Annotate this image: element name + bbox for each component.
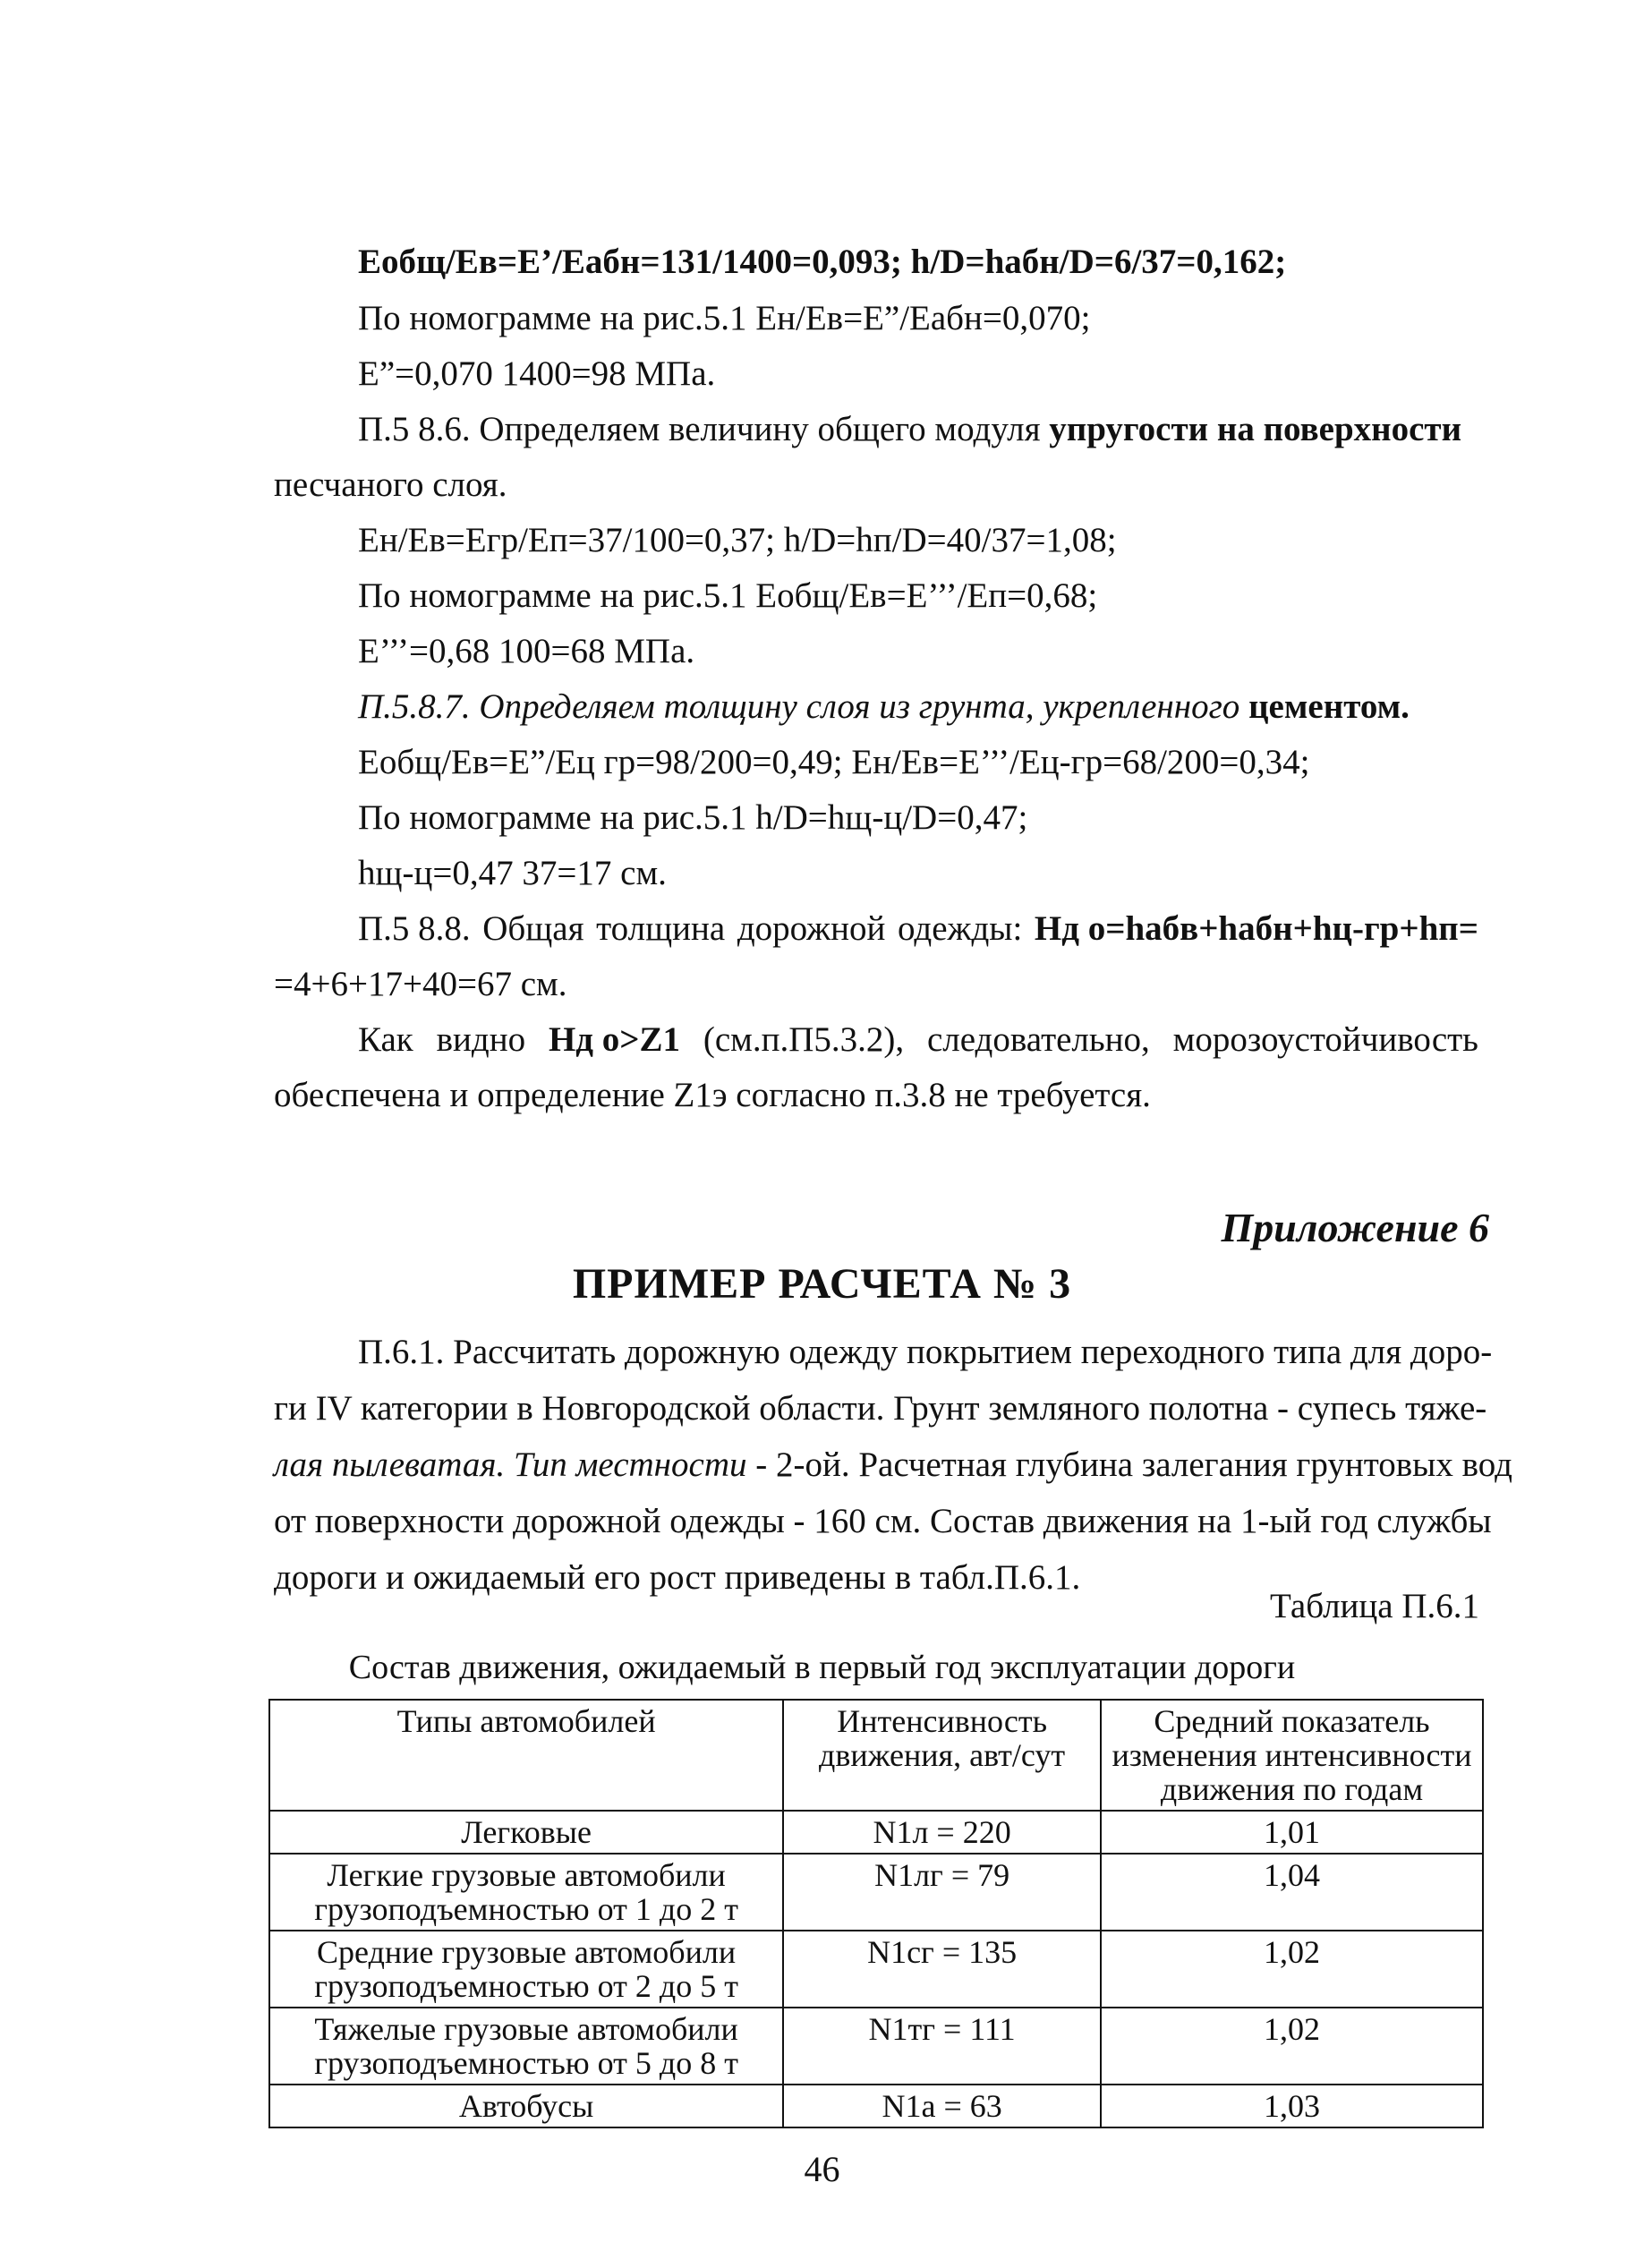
word: видно: [436, 1020, 526, 1059]
header-intensity: Интенсивность движения, авт/сут: [783, 1700, 1101, 1811]
cell-growth: 1,03: [1101, 2085, 1483, 2127]
table-row: [269, 1854, 1483, 1931]
text-line: обеспечена и определение Z1э согласно п.3.8 не требуется.: [274, 1076, 1151, 1114]
text-line: E’’’=0,68 100=68 МПа.: [358, 632, 695, 670]
word: следовательно,: [926, 1020, 1150, 1059]
intro-line: от поверхности дорожной одежды - 160 см. Состав движения на 1-ый год службы: [274, 1502, 1492, 1540]
formula-word: Hд о=hабв+hабн+hц-гр+hп=: [1034, 909, 1478, 948]
text-line: По номограмме на рис.5.1 Eн/Eв=E”/Eабн=0,070;: [358, 299, 1091, 337]
bold-fragment: упругости на поверхности: [1049, 410, 1462, 448]
cell-growth: 1,02: [1101, 1931, 1483, 2008]
cell-intensity: N1лг = 79: [783, 1854, 1101, 1931]
cell-vehicle-type: Тяжелые грузовые автомобили грузоподъемностью от 5 до 8 т: [269, 2008, 783, 2085]
formula-part: Eобщ/Eв=E’/Eабн=131/1400=0,093;: [358, 243, 911, 281]
text-line: =4+6+17+40=67 см.: [274, 965, 567, 1003]
word: П.5 8.8.: [358, 909, 471, 948]
paragraph-5-8-8: [358, 908, 1478, 950]
cell-growth: 1,04: [1101, 1854, 1483, 1931]
italic-fragment: Тип местности: [514, 1445, 747, 1484]
intro-line: П.6.1. Рассчитать дорожную одежду покрытием переходного типа для доро-: [358, 1333, 1493, 1371]
cell-growth: 1,02: [1101, 2008, 1483, 2085]
word: морозоустойчивость: [1172, 1020, 1478, 1059]
cell-vehicle-type: Средние грузовые автомобили грузоподъемностью от 2 до 5 т: [269, 1931, 783, 2008]
bold-fragment: цементом.: [1248, 687, 1410, 726]
cell-intensity: N1а = 63: [783, 2085, 1101, 2127]
table-caption: Состав движения, ожидаемый в первый год эксплуатации дороги: [348, 1649, 1296, 1686]
cell-vehicle-type: Легковые: [269, 1811, 783, 1854]
text-line: По номограмме на рис.5.1 h/D=hщ-ц/D=0,47;: [358, 798, 1028, 837]
formula-result: 0,162;: [1196, 243, 1287, 281]
word: Общая: [482, 909, 584, 948]
header-growth: Средний показатель изменения интенсивности движения по годам: [1101, 1700, 1483, 1811]
formula-line-modulus-ratio: [358, 242, 1286, 283]
paragraph-5-8-7: [358, 686, 1410, 728]
formula-line: Eобщ/Eв=E”/Eц гр=98/200=0,49; Eн/Eв=E’’’/Eц-гр=68/200=0,34;: [358, 743, 1310, 781]
table-header-row: [269, 1700, 1483, 1811]
text-fragment: - 2-ой. Расчетная глубина залегания грунтовых вод: [746, 1445, 1513, 1484]
word: (см.п.П5.3.2),: [703, 1020, 905, 1059]
word: толщина: [596, 909, 726, 948]
cell-intensity: N1сг = 135: [783, 1931, 1101, 2008]
traffic-table: [268, 1699, 1484, 2128]
text-fragment: П.5 8.6. Определяем величину общего модуля: [358, 410, 1050, 448]
cell-vehicle-type: Легкие грузовые автомобили грузоподъемностью от 1 до 2 т: [269, 1854, 783, 1931]
cell-vehicle-type: Автобусы: [269, 2085, 783, 2127]
cell-growth: 1,01: [1101, 1811, 1483, 1854]
appendix-label: Приложение 6: [1221, 1205, 1489, 1250]
text-line: E”=0,070 1400=98 МПа.: [358, 354, 716, 393]
table-number: Таблица П.6.1: [1270, 1587, 1479, 1625]
cell-intensity: N1л = 220: [783, 1811, 1101, 1854]
cell-intensity: N1тг = 111: [783, 2008, 1101, 2085]
text-line: hщ-ц=0,47 37=17 см.: [358, 854, 667, 892]
paragraph-5-8-6: [358, 409, 1461, 450]
word: Как: [358, 1020, 413, 1059]
formula-part: h/D=hабн/D=6/37=: [910, 243, 1197, 281]
page-number: 46: [804, 2149, 840, 2189]
table-row: [269, 2085, 1483, 2127]
table-row: [269, 1931, 1483, 2008]
page-title: ПРИМЕР РАСЧЕТА № 3: [572, 1260, 1072, 1308]
conclusion-line: [358, 1019, 1478, 1061]
table-row: [269, 1811, 1483, 1854]
table-row: [269, 2008, 1483, 2085]
header-vehicle-type: Типы автомобилей: [269, 1700, 783, 1811]
italic-fragment: лая пылеватая.: [274, 1445, 514, 1484]
formula-word: Hд о>Z1: [548, 1020, 681, 1059]
word: дорожной: [737, 909, 886, 948]
text-line: песчаного слоя.: [274, 465, 507, 504]
intro-line: дороги и ожидаемый его рост приведены в табл.П.6.1.: [274, 1558, 1081, 1597]
word: одежды:: [897, 909, 1023, 948]
intro-line: ги IV категории в Новгородской области. Грунт земляного полотна - супесь тяже-: [274, 1389, 1487, 1428]
intro-line: [274, 1445, 1512, 1486]
italic-fragment: П.5.8.7. Определяем толщину слоя из грунта, укрепленного: [358, 687, 1249, 726]
formula-line: Eн/Eв=Eгр/Eп=37/100=0,37; h/D=hп/D=40/37=1,08;: [358, 521, 1117, 559]
text-line: По номограмме на рис.5.1 Eобщ/Eв=E’’’/Eп=0,68;: [358, 576, 1098, 615]
